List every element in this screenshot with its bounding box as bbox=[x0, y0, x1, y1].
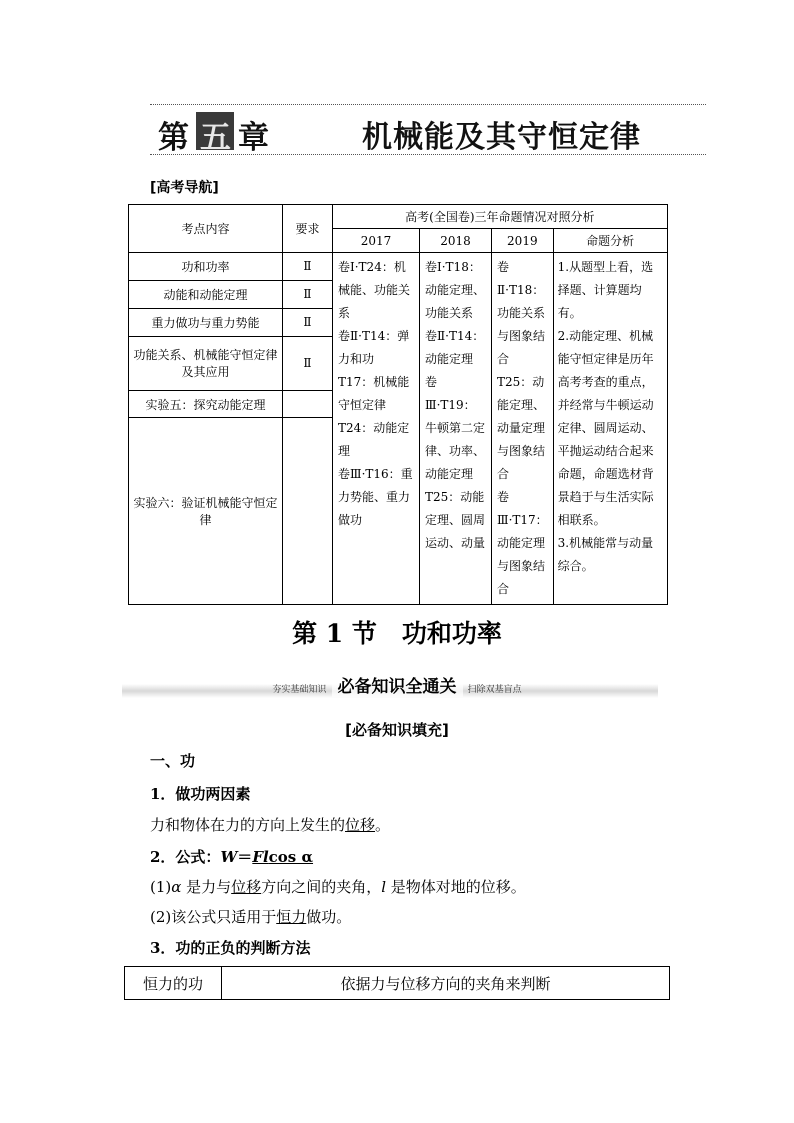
chapter-banner bbox=[150, 108, 706, 154]
divider-right-text: 扫除双基盲点 bbox=[467, 685, 522, 695]
topic-name: 功能关系、机械能守恒定律及其应用 bbox=[129, 336, 283, 390]
underlined-text: 位移 bbox=[231, 878, 262, 896]
text: 是物体对地的位移。 bbox=[386, 878, 526, 896]
year-2018-cell bbox=[420, 253, 492, 605]
heading-work: 一、功 bbox=[150, 752, 196, 770]
topic-req: Ⅱ bbox=[283, 280, 333, 308]
chapter-suffix: 章 bbox=[238, 120, 269, 156]
divider-center-text: 必备知识全通关 bbox=[332, 677, 463, 697]
exam-guide-table bbox=[128, 204, 668, 605]
heading-two-factors: 1．做功两因素 bbox=[150, 785, 251, 803]
header-span: 高考(全国卷)三年命题情况对照分析 bbox=[333, 205, 668, 229]
text: 力和物体在力的方向上发生的 bbox=[150, 816, 346, 834]
analysis-item: 2.动能定理、机械能守恒定律是历年高考考查的重点，并经常与牛顿运动定律、圆周运动、平抛运动结合起来命题，命题选材背景趋于与生活实际相联系。 bbox=[557, 329, 654, 527]
bottom-dotted-rule bbox=[150, 154, 706, 155]
entry: 卷Ⅲ·T17：动能定理与图象结合 bbox=[497, 490, 548, 596]
text: 方向之间的夹角， bbox=[261, 878, 382, 896]
topic-req bbox=[283, 390, 333, 418]
underlined-text: 位移 bbox=[345, 816, 376, 834]
text: (1) bbox=[150, 878, 172, 896]
year-header: 2017 bbox=[333, 229, 420, 253]
chapter-title: 机械能及其守恒定律 bbox=[362, 120, 641, 155]
entry: 卷Ⅲ·T19：牛顿第二定律、功率、动能定理 bbox=[425, 375, 486, 481]
text: 2．公式： bbox=[150, 848, 221, 866]
entry: T24：动能定理 bbox=[338, 421, 410, 458]
analysis-cell bbox=[553, 253, 667, 605]
header-requirement: 要求 bbox=[283, 205, 333, 253]
underlined-text: 恒力 bbox=[276, 908, 307, 926]
entry: 卷Ⅱ·T14：弹力和功 bbox=[338, 329, 410, 366]
year-header: 2018 bbox=[420, 229, 492, 253]
judgment-table bbox=[124, 966, 670, 1000]
paragraph-angle bbox=[150, 876, 526, 897]
year-2017-cell bbox=[333, 253, 420, 605]
entry: 卷Ⅱ·T18：功能关系与图象结合 bbox=[497, 260, 546, 366]
judge-col1: 恒力的功 bbox=[125, 967, 222, 1000]
section-title: 第 1 节 功和功率 bbox=[292, 619, 502, 648]
text: (2)该公式只适用于 bbox=[150, 908, 277, 926]
formula-cos: cos α bbox=[268, 848, 314, 866]
entry: T25：动能定理、动量定理与图象结合 bbox=[497, 375, 546, 481]
topic-name: 功和功率 bbox=[129, 253, 283, 281]
judge-col2: 依据力与位移方向的夹角来判断 bbox=[222, 967, 670, 1000]
heading-sign-method: 3．功的正负的判断方法 bbox=[150, 939, 311, 957]
topic-req: Ⅱ bbox=[283, 253, 333, 281]
text: ＝ bbox=[237, 848, 253, 866]
entry: 卷Ⅰ·T18：动能定理、功能关系 bbox=[425, 260, 486, 320]
divider-banner bbox=[0, 672, 794, 697]
heading-formula bbox=[150, 846, 313, 867]
entry: T17：机械能守恒定律 bbox=[338, 375, 410, 412]
topic-name: 重力做功与重力势能 bbox=[129, 308, 283, 336]
divider-left-text: 夯实基础知识 bbox=[272, 685, 327, 695]
symbol-alpha: α bbox=[171, 878, 182, 896]
chapter-prefix: 第 bbox=[158, 120, 189, 156]
entry: 卷Ⅲ·T16：重力势能、重力做功 bbox=[338, 467, 413, 527]
topic-req bbox=[283, 418, 333, 605]
top-dotted-rule bbox=[150, 104, 706, 105]
text: 。 bbox=[375, 816, 391, 834]
formula-w: W bbox=[220, 848, 238, 866]
topic-name: 实验五：探究动能定理 bbox=[129, 390, 283, 418]
symbol-l: l bbox=[381, 878, 387, 896]
formula-fl: Fl bbox=[252, 848, 269, 866]
topic-name: 实验六：验证机械能守恒定律 bbox=[129, 418, 283, 605]
text: 是力与 bbox=[181, 878, 232, 896]
chapter-number: 五 bbox=[200, 120, 231, 156]
analysis-item: 1.从题型上看，选择题、计算题均有。 bbox=[557, 260, 654, 320]
topic-name: 动能和动能定理 bbox=[129, 280, 283, 308]
year-header: 2019 bbox=[492, 229, 554, 253]
analysis-item: 3.机械能常与动量综合。 bbox=[557, 536, 654, 573]
topic-req: Ⅱ bbox=[283, 308, 333, 336]
header-content: 考点内容 bbox=[129, 205, 283, 253]
entry: T25：动能定理、圆周运动、动量 bbox=[425, 490, 486, 550]
topic-req: Ⅱ bbox=[283, 336, 333, 390]
entry: 卷Ⅱ·T14：动能定理 bbox=[425, 329, 485, 366]
entry: 卷Ⅰ·T24：机械能、功能关系 bbox=[338, 260, 411, 320]
analysis-header: 命题分析 bbox=[553, 229, 667, 253]
text: 做功。 bbox=[306, 908, 352, 926]
paragraph-factors bbox=[150, 814, 390, 835]
year-2019-cell bbox=[492, 253, 554, 605]
exam-guide-label: [高考导航] bbox=[150, 180, 219, 196]
paragraph-constant-force bbox=[150, 906, 351, 927]
fill-header: [必备知识填充] bbox=[345, 721, 449, 739]
